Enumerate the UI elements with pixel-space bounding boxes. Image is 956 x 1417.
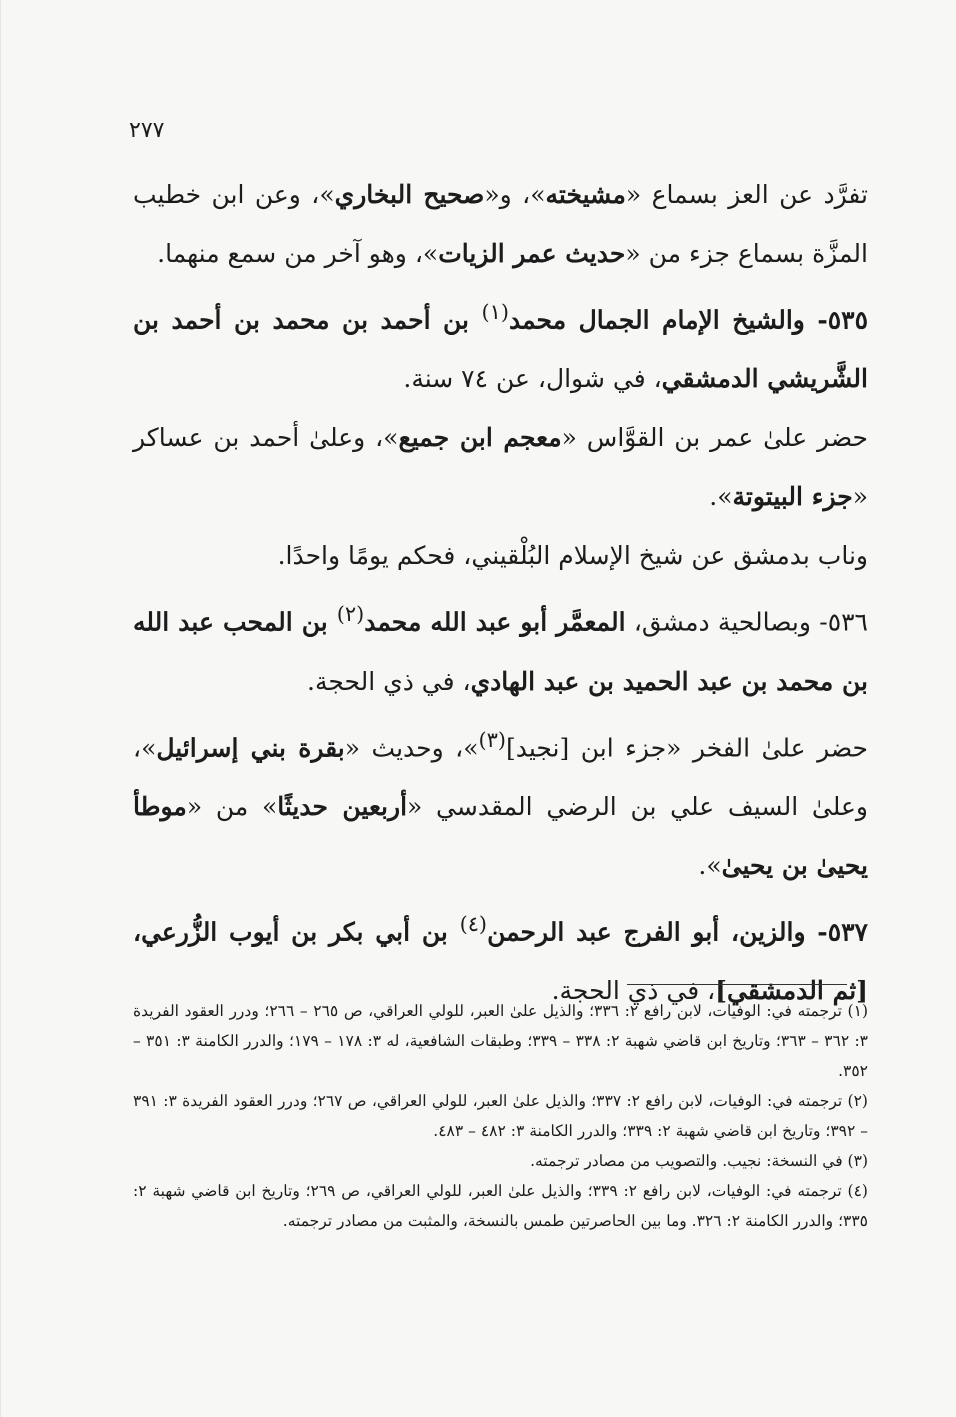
footnote-4: (٤) ترجمته في: الوفيات، لابن رافع ٢: ٣٣٩؛ والذيل علىٰ العبر، للولي العراقي، ص ٢٦٩؛ وتاريخ ابن قاضي شهبة ٢: ٣٣٥؛ والدرر الكامنة ٢: ٣٢٦. وما بين الحاصرتين طمس بالنسخة، والمثبت من مصادر ترجمته.: [133, 1182, 868, 1230]
text-run: ، في ذي الحجة.: [551, 976, 716, 1006]
footnote-2: (٢) ترجمته في: الوفيات، لابن رافع ٢: ٣٣٧؛ والذيل علىٰ العبر، للولي العراقي، ص ٢٦٧؛ ودرر العقود الفريدة ٣: ٣٩١ – ٣٩٢؛ وتاريخ ابن قاضي شهبة ٢: ٣٣٩؛ والدرر الكامنة ٣: ٤٨٢ – ٤٨٣.: [133, 1092, 868, 1140]
entry-536: [133, 585, 868, 710]
entry-heading: المعمَّر أبو عبد الله محمد: [364, 607, 626, 637]
footnote-ref: (٣): [478, 727, 506, 752]
entry-535: [133, 283, 868, 408]
footnotes: [133, 996, 868, 1236]
text-run: حضر علىٰ عمر بن القوَّاس «: [561, 423, 868, 453]
entry-heading: ٥٣٧- والزين، أبو الفرج عبد الرحمن: [487, 917, 868, 947]
footnote-3: (٣) في النسخة: نجيب. والتصويب من مصادر ترجمته.: [530, 1152, 868, 1170]
main-text: [133, 165, 868, 1020]
text-run: ، في ذي الحجة.: [307, 666, 471, 696]
book-title: أربعين حديثًا: [277, 791, 408, 821]
footnote-ref: (٤): [459, 911, 488, 936]
paragraph-naba: [133, 526, 868, 585]
paragraph-tafarrada: [133, 165, 868, 283]
text-run: »، و«: [484, 180, 546, 209]
paragraph-hadara-2: [133, 711, 868, 895]
entry-heading: ٥٣٥- والشيخ الإمام الجمال محمد: [508, 305, 869, 335]
paragraph-hadara-1: [133, 408, 868, 526]
text-run: »، وعلىٰ السيف علي بن الرضي المقدسي «: [133, 732, 868, 821]
book-title: حديث عمر الزيات: [438, 239, 626, 268]
text-run: »، وهو آخر من سمع منهما.: [157, 239, 439, 268]
footnote-1: (١) ترجمته في: الوفيات، لابن رافع ٢: ٣٣٦؛ والذيل علىٰ العبر، للولي العراقي، ص ٢٦٥ – ٢٦٦؛ ودرر العقود الفريدة ٣: ٣٦٢ – ٣٦٣؛ وتاريخ ابن قاضي شهبة ٢: ٣٣٨ – ٣٣٩؛ وطبقات الشافعية، له ٣: ١٧٨ – ١٧٩؛ والدرر الكامنة ٣: ٣٥١ – ٣٥٢.: [133, 1002, 868, 1080]
text-run: تفرَّد عن العز بسماع «: [625, 180, 868, 209]
book-title: مشيخته: [545, 180, 626, 209]
footnote-divider: [627, 984, 847, 985]
footnote-ref: (٢): [336, 602, 365, 627]
text-run: ».: [698, 850, 722, 880]
entry-heading: بن أبي بكر بن أيوب الزُّرعي، [ثم الدمشقي]: [133, 917, 868, 1006]
entry-heading: بن المحب عبد الله بن محمد بن عبد الحميد بن عبد الهادي: [133, 607, 868, 696]
book-title: جزء البيتوتة: [732, 482, 853, 512]
text-run: ٥٣٦- وبصالحية دمشق،: [625, 607, 868, 637]
entry-heading: بن أحمد بن محمد بن أحمد بن الشَّريشي الدمشقي: [133, 305, 868, 394]
text-run: »، وعن ابن خطيب المزَّة بسماع جزء من «: [133, 180, 868, 268]
text-run: »، وحديث «: [344, 732, 479, 762]
text-run: ».: [709, 482, 733, 512]
page-number: ٢٧٧: [129, 118, 165, 143]
text-run: حضر علىٰ الفخر «جزء ابن [نجيد]: [506, 732, 868, 762]
book-title: معجم ابن جميع: [398, 423, 562, 453]
text-run: »، وعلىٰ أحمد بن عساكر «: [133, 423, 868, 512]
book-title: موطأ يحيىٰ بن يحيىٰ: [133, 791, 868, 880]
book-title: بقرة بني إسرائيل: [156, 732, 345, 762]
text-run: ، في شوال، عن ٧٤ سنة.: [403, 364, 662, 394]
text-run: وناب بدمشق عن شيخ الإسلام البُلْقيني، فحكم يومًا واحدًا.: [277, 541, 868, 571]
book-title: صحيح البخاري: [334, 180, 485, 209]
text-run: » من «: [186, 791, 278, 821]
footnote-ref: (١): [481, 300, 509, 324]
